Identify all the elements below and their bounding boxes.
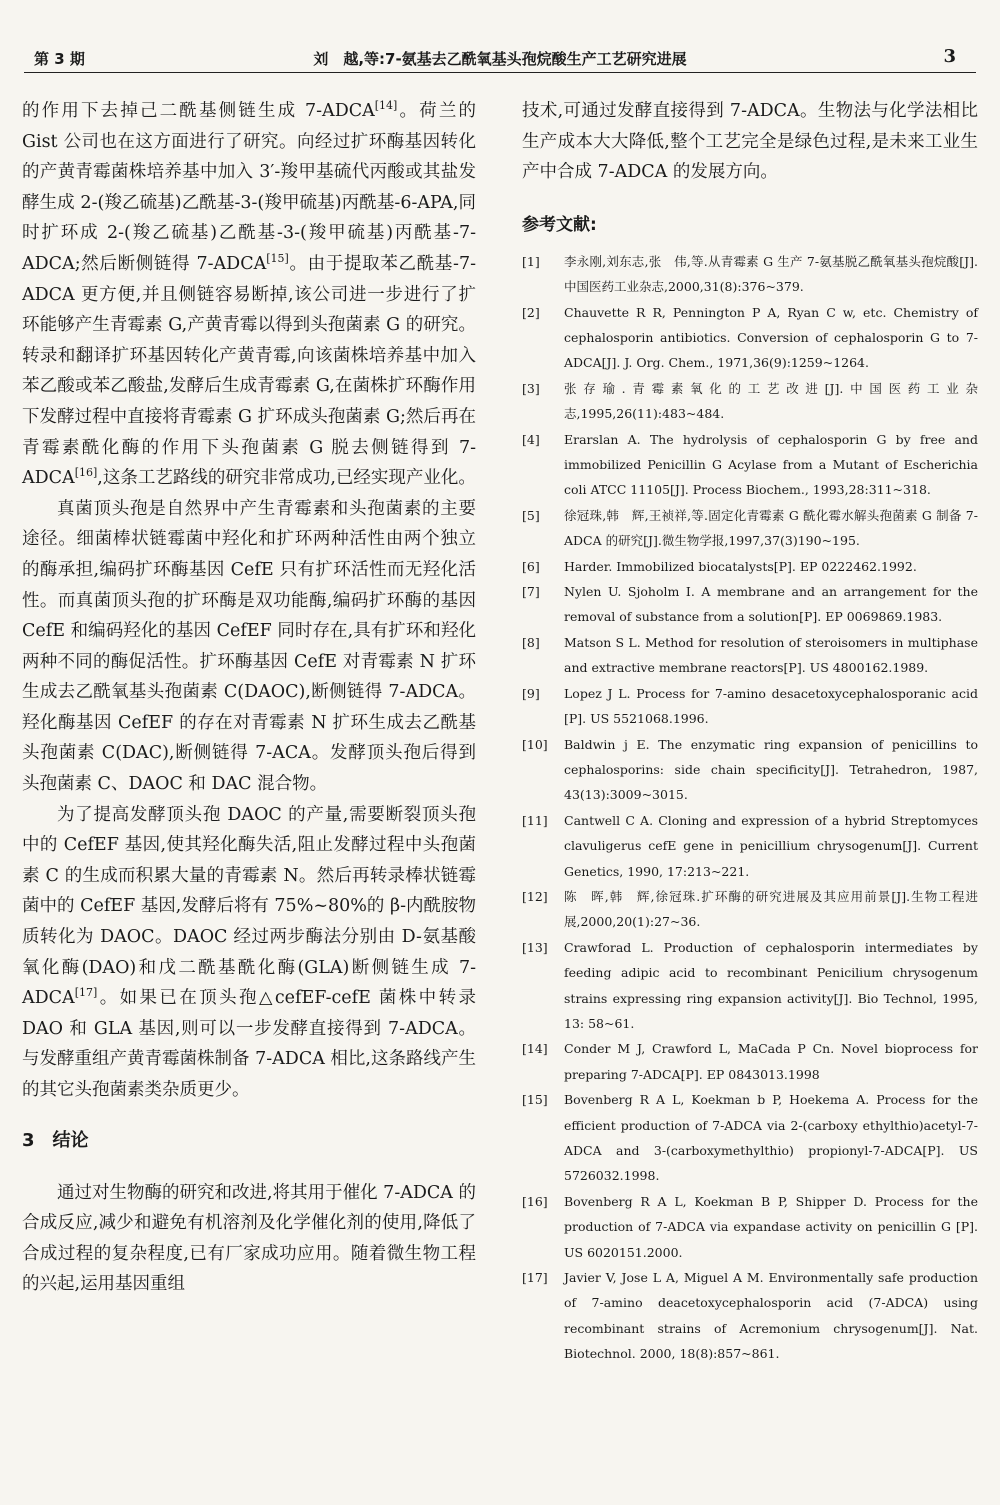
reference-number: [2] — [522, 304, 540, 320]
reference-item — [522, 427, 978, 503]
reference-item — [522, 1036, 978, 1087]
reference-number: [14] — [522, 1041, 548, 1057]
reference-item — [522, 630, 978, 681]
body-paragraph-4: 通过对生物酶的研究和改进,将其用于催化 7-ADCA 的合成反应,减少和避免有机溶剂及化学催化剂的使用,降低了合成过程的复杂程度,已有厂家成功应用。随着微生物工程的兴起,运用基因重组 — [22, 1182, 476, 1295]
reference-number: [4] — [522, 431, 540, 447]
page-number: 3 — [943, 46, 956, 67]
reference-item — [522, 884, 978, 935]
reference-text: 徐冠珠,韩 辉,王祯祥,等.固定化青霉素 G 酰化霉水解头孢菌素 G 制备 7-ADCA 的研究[J].微生物学报,1997,37(3)190~195. — [564, 507, 978, 549]
reference-number: [3] — [522, 380, 540, 396]
reference-number: [12] — [522, 888, 548, 904]
reference-item — [522, 376, 978, 427]
reference-item — [522, 1087, 978, 1189]
reference-text: Bovenberg R A L, Koekman b P, Hoekema A. Process for the efficient production of 7-ADCA via 2-(carboxy ethylthio)acetyl-7-ADCA and 3-(carboxymethylthio) propionyl-7-ADCA[P]. US 5726032.1998. — [564, 1092, 978, 1184]
running-title: 刘 越,等:7-氨基去乙酰氧基头孢烷酸生产工艺研究进展 — [313, 50, 687, 68]
body-paragraph-3: 为了提高发酵顶头孢 DAOC 的产量,需要断裂顶头孢中的 CefEF 基因,使其羟化酶失活,阻止发酵过程中头孢菌素 C 的生成而积累大量的青霉素 N。然后再转录棒状链霉菌中的 CefEF 基因,发酵后将有 75%~80%的 β-内酰胺物质转化为 DAOC。DAOC 经过两步酶法分别由 D-氨基酸氧化酶(DAO)和戊二酰基酰化酶(GLA)断侧链生成 7-ADCA[17]。如果已在顶头孢△cefEF-cefE 菌株中转录 DAO 和 GLA 基因,则可以一步发酵直接得到 7-ADCA。与发酵重组产黄青霉菌株制备 7-ADCA 相比,这条路线产生的其它头孢菌素类杂质更少。 — [22, 804, 476, 1100]
reference-item — [522, 503, 978, 554]
reference-item — [522, 579, 978, 630]
right-column — [522, 96, 978, 1367]
reference-number: [13] — [522, 939, 548, 955]
reference-text: Harder. Immobilized biocatalysts[P]. EP 0222462.1992. — [564, 558, 917, 574]
reference-text: 张存瑜.青霉素氧化的工艺改进[J].中国医药工业杂志,1995,26(11):483~484. — [564, 380, 978, 422]
body-paragraph-2: 真菌顶头孢是自然界中产生青霉素和头孢菌素的主要途径。细菌棒状链霉菌中羟化和扩环两种活性由两个独立的酶承担,编码扩环酶基因 CefE 只有扩环活性而无羟化活性。而真菌顶头孢的扩环酶是双功能酶,编码扩环酶的基因 CefE 和编码羟化的基因 CefEF 同时存在,具有扩环和羟化两种不同的酶促活性。扩环酶基因 CefE 对青霉素 N 扩环生成去乙酰氧基头孢菌素 C(DAOC),断侧链得 7-ADCA。羟化酶基因 CefEF 的存在对青霉素 N 扩环生成去乙酰基头孢菌素 C(DAC),断侧链得 7-ACA。发酵顶头孢后得到头孢菌素 C、DAOC 和 DAC 混合物。 — [22, 498, 476, 795]
reference-text: Crawforad L. Production of cephalosporin intermediates by feeding adipic acid to recombinant Penicilium chrysogenum strains expressing ring expansion activity[J]. Bio Technol, 1995, 13: 58~61. — [564, 939, 978, 1031]
reference-item — [522, 732, 978, 808]
reference-number: [11] — [522, 812, 548, 828]
issue-label: 第 3 期 — [34, 50, 85, 68]
reference-list — [522, 249, 978, 1367]
reference-item — [522, 935, 978, 1037]
reference-number: [16] — [522, 1193, 548, 1209]
reference-text: Matson S L. Method for resolution of steroisomers in multiphase and extractive membrane reactors[P]. US 4800162.1989. — [564, 634, 978, 676]
reference-number: [9] — [522, 685, 540, 701]
reference-item — [522, 1265, 978, 1367]
section-heading-conclusion: 3 结论 — [22, 1129, 89, 1151]
reference-text: Erarslan A. The hydrolysis of cephalosporin G by free and immobilized Penicillin G Acylase from a Mutant of Escherichia coli ATCC 11105[J]. Process Biochem., 1993,28:311~318. — [564, 431, 978, 498]
reference-number: [15] — [522, 1092, 548, 1108]
reference-item — [522, 808, 978, 884]
reference-text: Lopez J L. Process for 7-amino desacetoxycephalosporanic acid [P]. US 5521068.1996. — [564, 685, 978, 727]
reference-number: [8] — [522, 634, 540, 650]
reference-text: Cantwell C A. Cloning and expression of a hybrid Streptomyces clavuligerus cefE gene in penicillium chrysogenum[J]. Current Genetics, 1990, 17:213~221. — [564, 812, 978, 879]
reference-text: Bovenberg R A L, Koekman B P, Shipper D. Process for the production of 7-ADCA via expandase activity on penicillin G [P]. US 6020151.2000. — [564, 1193, 978, 1260]
reference-item — [522, 1189, 978, 1265]
references-heading: 参考文献: — [522, 214, 597, 235]
reference-item — [522, 300, 978, 376]
reference-text: Baldwin j E. The enzymatic ring expansion of penicillins to cephalosporins: side chain specificity[J]. Tetrahedron, 1987, 43(13):3009~3015. — [564, 736, 978, 803]
reference-text: Nylen U. Sjoholm I. A membrane and an arrangement for the removal of substance from a solution[P]. EP 0069869.1983. — [564, 584, 978, 625]
left-column — [22, 96, 476, 1300]
reference-number: [17] — [522, 1270, 548, 1286]
page-header — [24, 18, 976, 66]
reference-text: Chauvette R R, Pennington P A, Ryan C w, etc. Chemistry of cephalosporin antibiotics. Conversion of cephalosporin G to 7-ADCA[J]. J. Org. Chem., 1971,36(9):1259~1264. — [564, 304, 978, 371]
reference-number: [5] — [522, 507, 540, 523]
reference-number: [7] — [522, 584, 540, 600]
reference-text: 陈 晖,韩 辉,徐冠珠.扩环酶的研究进展及其应用前景[J].生物工程进展,2000,20(1):27~36. — [564, 888, 978, 930]
reference-text: Conder M J, Crawford L, MaCada P Cn. Novel bioprocess for preparing 7-ADCA[P]. EP 0843013.1998 — [564, 1041, 978, 1082]
reference-text: 李永刚,刘东志,张 伟,等.从青霉素 G 生产 7-氨基脱乙酰氧基头孢烷酸[J].中国医药工业杂志,2000,31(8):376~379. — [564, 253, 978, 295]
header-rule — [24, 72, 976, 73]
reference-item — [522, 681, 978, 732]
body-paragraph-continued: 技术,可通过发酵直接得到 7-ADCA。生物法与化学法相比生产成本大大降低,整个工艺完全是绿色过程,是未来工业生产中合成 7-ADCA 的发展方向。 — [522, 101, 978, 183]
body-paragraph-1: 的作用下去掉己二酰基侧链生成 7-ADCA[14]。荷兰的 Gist 公司也在这方面进行了研究。向经过扩环酶基因转化的产黄青霉菌株培养基中加入 3′-羧甲基硫代丙酸或其盐发酵生成 2-(羧乙硫基)乙酰基-3-(羧甲硫基)丙酰基-6-APA,同时扩环成 2-(羧乙硫基)乙酰基-3-(羧甲硫基)丙酰基-7-ADCA;然后断侧链得 7-ADCA[15]。由于提取苯乙酰基-7-ADCA 更方便,并且侧链容易断掉,该公司进一步进行了扩环能够产生青霉素 G,产黄青霉以得到头孢菌素 G 的研究。转录和翻译扩环基因转化产黄青霉,向该菌株培养基中加入苯乙酸或苯乙酸盐,发酵后生成青霉素 G,在菌株扩环酶作用下发酵过程中直接将青霉素 G 扩环成头孢菌素 G;然后再在青霉素酰化酶的作用下头孢菌素 G 脱去侧链得到 7-ADCA[16],这条工艺路线的研究非常成功,已经实现产业化。 — [22, 99, 476, 489]
reference-item — [522, 249, 978, 300]
reference-item — [522, 554, 978, 579]
reference-text: Javier V, Jose L A, Miguel A M. Environmentally safe production of 7-amino deacetoxycephalosporin acid (7-ADCA) using recombinant strains of Acremonium chrysogenum[J]. Nat. Biotechnol. 2000, 18(8):857~861. — [564, 1270, 978, 1362]
reference-number: [1] — [522, 253, 540, 269]
reference-number: [10] — [522, 736, 548, 752]
reference-number: [6] — [522, 558, 540, 574]
